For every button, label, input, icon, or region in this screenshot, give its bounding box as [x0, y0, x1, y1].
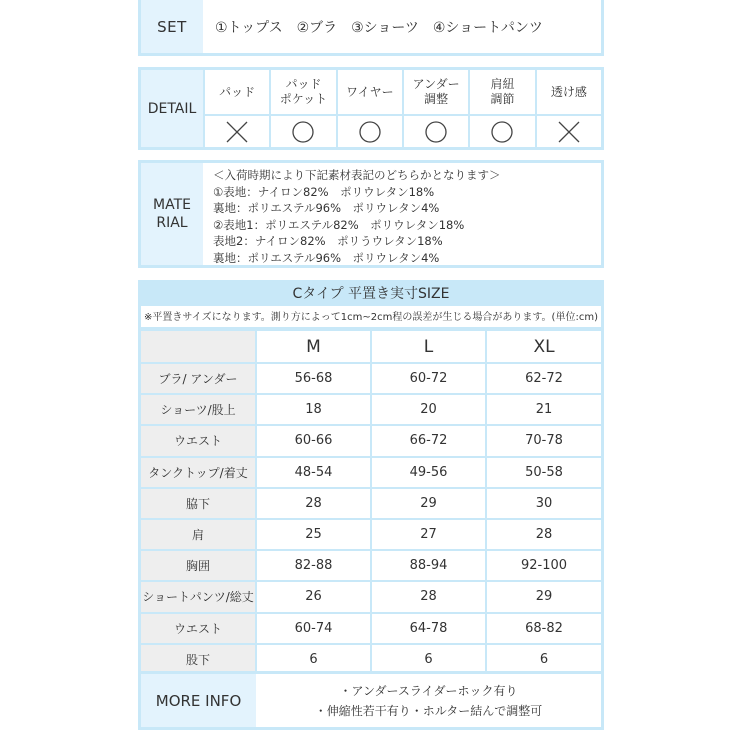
size-value-cell: 88-94 [371, 550, 486, 581]
table-row [141, 488, 601, 519]
size-value-cell: 92-100 [486, 550, 601, 581]
more-info-section [138, 671, 604, 730]
size-row-label: ウエスト [141, 425, 256, 456]
size-column-header: M [256, 330, 371, 363]
set-section [138, 0, 604, 56]
size-value-cell: 6 [371, 644, 486, 675]
material-line: ＜入荷時期により下記素材表記のどちらかとなります＞ [213, 168, 501, 182]
cross-mark-icon [557, 120, 581, 144]
size-value-cell: 60-74 [256, 613, 371, 644]
table-row [141, 519, 601, 550]
size-table-title: Cタイプ 平置き実寸SIZE [141, 283, 601, 306]
table-row [141, 457, 601, 488]
detail-mark-cell [271, 116, 335, 147]
size-row-label: ショートパンツ/総丈 [141, 581, 256, 612]
material-line: ①表地：ナイロン82% ポリウレタン18% [213, 184, 435, 199]
size-value-cell: 27 [371, 519, 486, 550]
size-value-cell: 28 [371, 581, 486, 612]
more-info-label: MORE INFO [141, 674, 256, 727]
detail-grid [203, 70, 601, 147]
size-row-label: 胸囲 [141, 550, 256, 581]
material-section [138, 160, 604, 268]
more-info-line: ・アンダースライダーホック有り [339, 683, 518, 698]
size-value-cell: 70-78 [486, 425, 601, 456]
circle-mark-icon [424, 120, 448, 144]
size-value-cell: 26 [256, 581, 371, 612]
circle-mark-icon [291, 120, 315, 144]
size-value-cell: 25 [256, 519, 371, 550]
size-value-cell: 6 [256, 644, 371, 675]
size-column-header: XL [486, 330, 601, 363]
size-row-label: 脇下 [141, 488, 256, 519]
size-value-cell: 66-72 [371, 425, 486, 456]
size-value-cell: 64-78 [371, 613, 486, 644]
detail-mark-cell [205, 116, 269, 147]
material-text [203, 163, 601, 265]
material-line: ②表地1：ポリエステル82% ポリウレタン18% [213, 217, 465, 232]
size-table-note: ※平置きサイズになります。測り方によって1cm~2cm程の誤差が生じる場合があります。(単位:cm) [141, 306, 601, 329]
size-row-label: タンクトップ/着丈 [141, 457, 256, 488]
size-value-cell: 82-88 [256, 550, 371, 581]
detail-item-label: 肩紐 調節 [470, 70, 534, 114]
detail-item-label: パッド [205, 70, 269, 114]
size-value-cell: 49-56 [371, 457, 486, 488]
size-table [141, 329, 601, 676]
size-value-cell: 21 [486, 394, 601, 425]
detail-item-label: 透け感 [537, 70, 601, 114]
size-row-label: ブラ/ アンダー [141, 363, 256, 394]
material-line: 裏地：ポリエステル96% ポリウレタン4% [213, 250, 440, 265]
size-value-cell: 20 [371, 394, 486, 425]
more-info-text [256, 674, 601, 727]
detail-mark-cell [404, 116, 468, 147]
set-contents: ①トップス ②ブラ ③ショーツ ④ショートパンツ [203, 0, 601, 53]
material-line: 表地2：ナイロン82% ポリうウレタン18% [213, 234, 443, 248]
material-line: 裏地：ポリエステル96% ポリウレタン4% [213, 201, 440, 215]
circle-mark-icon [358, 120, 382, 144]
size-table-section [138, 280, 604, 672]
table-row [141, 613, 601, 644]
detail-item-label: ワイヤー [338, 70, 402, 114]
table-row [141, 394, 601, 425]
size-value-cell: 29 [371, 488, 486, 519]
size-value-cell: 56-68 [256, 363, 371, 394]
detail-mark-cell [537, 116, 601, 147]
table-row [141, 425, 601, 456]
detail-mark-cell [470, 116, 534, 147]
size-value-cell: 48-54 [256, 457, 371, 488]
size-value-cell: 60-66 [256, 425, 371, 456]
size-table-corner [141, 330, 256, 363]
size-row-label: 股下 [141, 644, 256, 675]
size-value-cell: 68-82 [486, 613, 601, 644]
size-row-label: 肩 [141, 519, 256, 550]
size-value-cell: 29 [486, 581, 601, 612]
table-row [141, 581, 601, 612]
size-value-cell: 60-72 [371, 363, 486, 394]
detail-label: DETAIL [141, 70, 203, 147]
size-value-cell: 30 [486, 488, 601, 519]
size-value-cell: 50-58 [486, 457, 601, 488]
size-column-header: L [371, 330, 486, 363]
detail-item-label: アンダー 調整 [404, 70, 468, 114]
size-table-header-row [141, 330, 601, 363]
detail-mark-cell [338, 116, 402, 147]
circle-mark-icon [490, 120, 514, 144]
size-row-label: ショーツ/股上 [141, 394, 256, 425]
more-info-line: ・伸縮性若干有り・ホルター結んで調整可 [314, 703, 543, 718]
table-row [141, 363, 601, 394]
cross-mark-icon [225, 120, 249, 144]
set-label: SET [141, 0, 203, 53]
size-value-cell: 62-72 [486, 363, 601, 394]
size-value-cell: 28 [486, 519, 601, 550]
size-value-cell: 18 [256, 394, 371, 425]
size-row-label: ウエスト [141, 613, 256, 644]
table-row [141, 550, 601, 581]
size-value-cell: 28 [256, 488, 371, 519]
material-label: MATE RIAL [141, 163, 203, 265]
detail-item-label: パッド ポケット [271, 70, 335, 114]
detail-section [138, 67, 604, 150]
size-value-cell: 6 [486, 644, 601, 675]
